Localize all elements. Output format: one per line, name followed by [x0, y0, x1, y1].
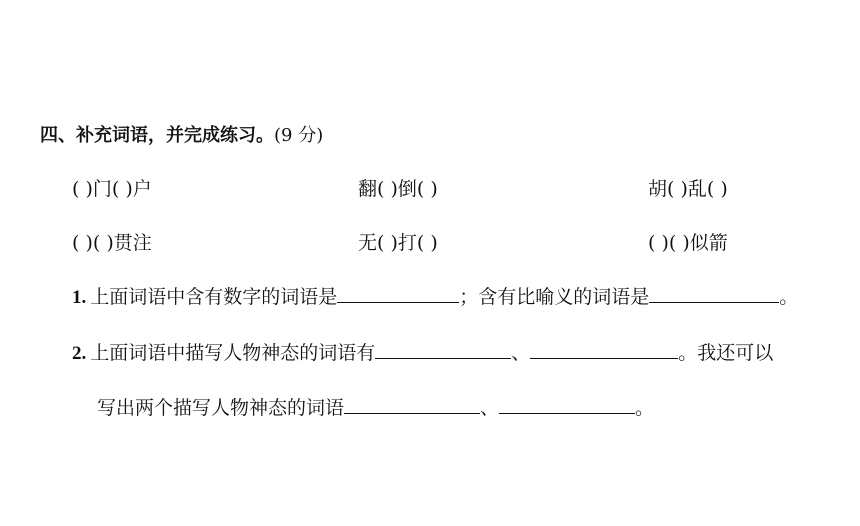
separator: 、: [480, 397, 500, 419]
word-item-2[interactable]: 翻( )倒( ): [358, 178, 438, 200]
section-score: (9 分): [274, 125, 324, 146]
answer-blank-metaphor-words[interactable]: [649, 286, 779, 303]
question-number: 1.: [72, 287, 87, 308]
answer-blank-extra-1[interactable]: [344, 397, 480, 414]
question-2-text-b: 。我还可以: [678, 342, 774, 364]
question-2-end: 。: [635, 397, 655, 419]
section-title: 四、补充词语，并完成练习。: [40, 125, 274, 146]
word-item-5[interactable]: 无( )打( ): [358, 232, 438, 254]
question-2-continued: [97, 396, 654, 420]
word-item-6[interactable]: ( )( )似箭: [648, 232, 728, 254]
question-2-text-a: 上面词语中描写人物神态的词语有: [90, 342, 376, 364]
question-1-text-b: ；含有比喻义的词语是: [459, 286, 650, 308]
word-item-1[interactable]: ( )门( )户: [72, 178, 152, 200]
section-heading: [40, 124, 323, 148]
answer-blank-expression-1[interactable]: [375, 342, 511, 359]
answer-blank-number-words[interactable]: [337, 286, 459, 303]
question-1: [72, 285, 798, 310]
question-2-text-c: 写出两个描写人物神态的词语: [97, 397, 345, 419]
separator: 、: [511, 342, 531, 364]
question-1-text-a: 上面词语中含有数字的词语是: [90, 286, 338, 308]
question-2: [72, 341, 773, 366]
question-number: 2.: [72, 343, 87, 364]
word-item-3[interactable]: 胡( )乱( ): [648, 178, 728, 200]
word-item-4[interactable]: ( )( )贯注: [72, 232, 152, 254]
question-1-end: 。: [779, 286, 799, 308]
answer-blank-expression-2[interactable]: [530, 342, 678, 359]
answer-blank-extra-2[interactable]: [499, 397, 635, 414]
